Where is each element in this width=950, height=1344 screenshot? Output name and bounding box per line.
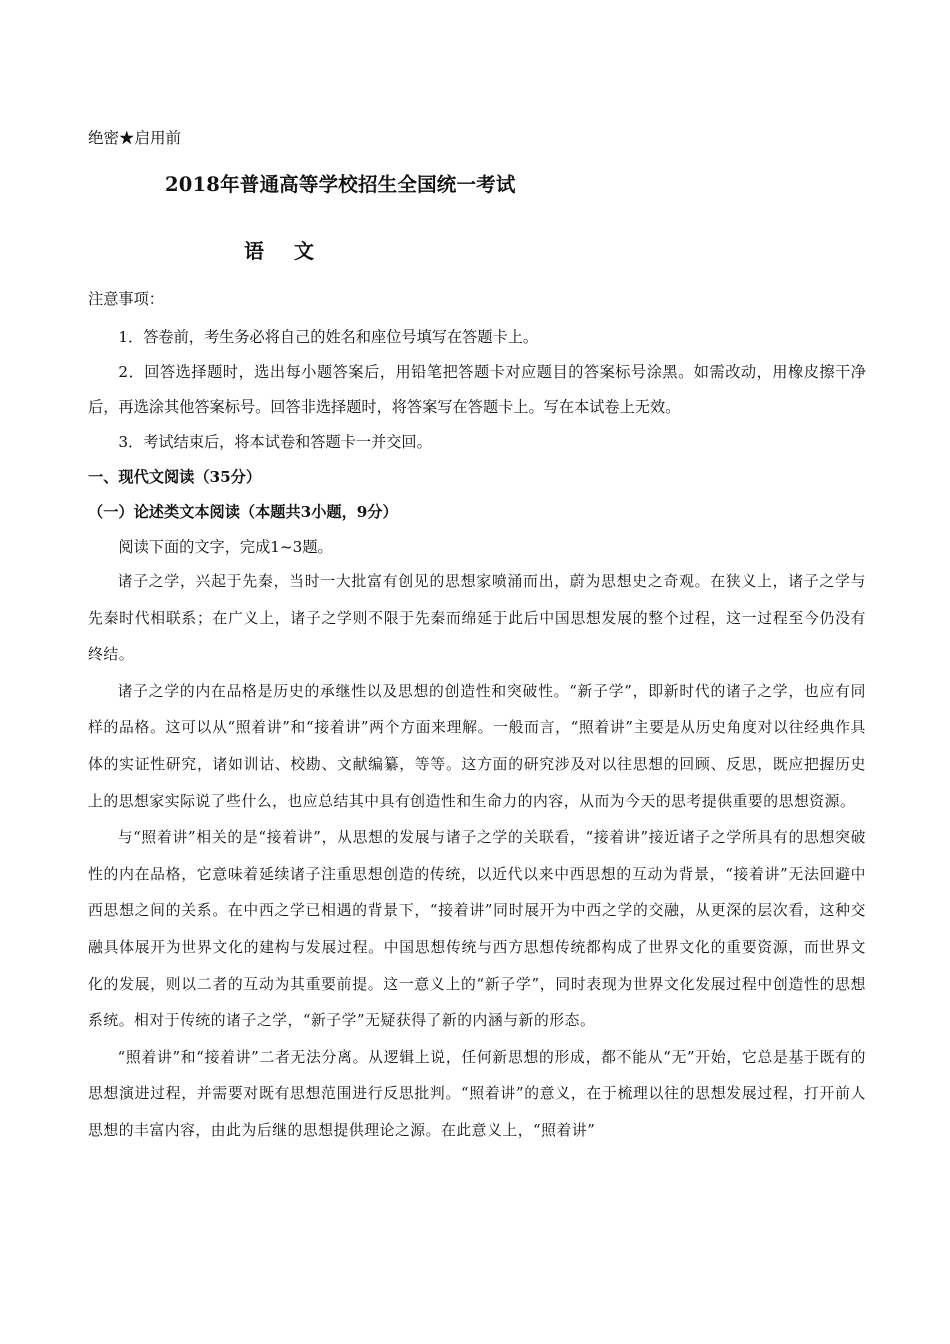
reading-instruction: 阅读下面的文字，完成1~3题。 [118,538,333,556]
confidential-label: 绝密★启用前 [88,129,182,147]
exam-title: 2018年普通高等学校招生全国统一考试 [165,173,516,196]
section-heading: 一、现代文阅读（35分） [88,468,262,486]
passage-paragraph: 诸子之学，兴起于先秦，当时一大批富有创见的思想家喷涌而出，蔚为思想史之奇观。在狭义上，诸子之学与先秦时代相联系；在广义上，诸子之学则不限于先秦而绵延于此后中国思想发展的整个过程，这一过程至今仍没有终结。 [88,573,866,664]
passage-paragraph: 与“照着讲”相关的是“接着讲”，从思想的发展与诸子之学的关联看，“接着讲”接近诸子之学所具有的思想突破性的内在品格，它意味着延续诸子注重思想创造的传统，以近代以来中西思想的互动为背景，“接着讲”无法回避中西思想之间的关系。在中西之学已相遇的背景下，“接着讲”同时展开为中西之学的交融，从更深的层次看，这种交融具体展开为世界文化的建构与发展过程。中国思想传统与西方思想传统都构成了世界文化的重要资源，而世界文化的发展，则以二者的互动为其重要前提。这一意义上的“新子学”，同时表现为世界文化发展过程中创造性的思想系统。相对于传统的诸子之学，“新子学”无疑获得了新的内涵与新的形态。 [88,829,866,1030]
passage-paragraph: “照着讲”和“接着讲”二者无法分离。从逻辑上说，任何新思想的形成，都不能从“无”开始，它总是基于既有的思想演进过程，并需要对既有思想范围进行反思批判。“照着讲”的意义，在于梳理以往的思想发展过程，打开前人思想的丰富内容，由此为后继的思想提供理论之源。在此意义上，“照着讲” [88,1048,866,1139]
notice-item: 2．回答选择题时，选出每小题答案后，用铅笔把答题卡对应题目的答案标号涂黑。如需改动，用橡皮擦干净后，再选涂其他答案标号。回答非选择题时，将答案写在答题卡上。写在本试卷上无效。 [88,363,866,416]
notice-heading: 注意事项： [88,290,164,308]
document-body [88,286,866,1150]
notice-item: 1．答卷前，考生务必将自己的姓名和座位号填写在答题卡上。 [118,328,539,346]
subject-title: 语文 [244,239,344,263]
notice-item: 3．考试结束后，将本试卷和答题卡一并交回。 [118,433,432,451]
passage-paragraph: 诸子之学的内在品格是历史的承继性以及思想的创造性和突破性。“新子学”，即新时代的诸子之学，也应有同样的品格。这可以从“照着讲”和“接着讲”两个方面来理解。一般而言，“照着讲”主要是从历史角度对以往经典作具体的实证性研究，诸如训诂、校勘、文献编纂，等等。这方面的研究涉及对以往思想的回顾、反思，既应把握历史上的思想家实际说了些什么，也应总结其中具有创造性和生命力的内容，从而为今天的思考提供重要的思想资源。 [88,682,866,810]
subsection-heading: （一）论述类文本阅读（本题共3小题，9分） [88,503,398,521]
